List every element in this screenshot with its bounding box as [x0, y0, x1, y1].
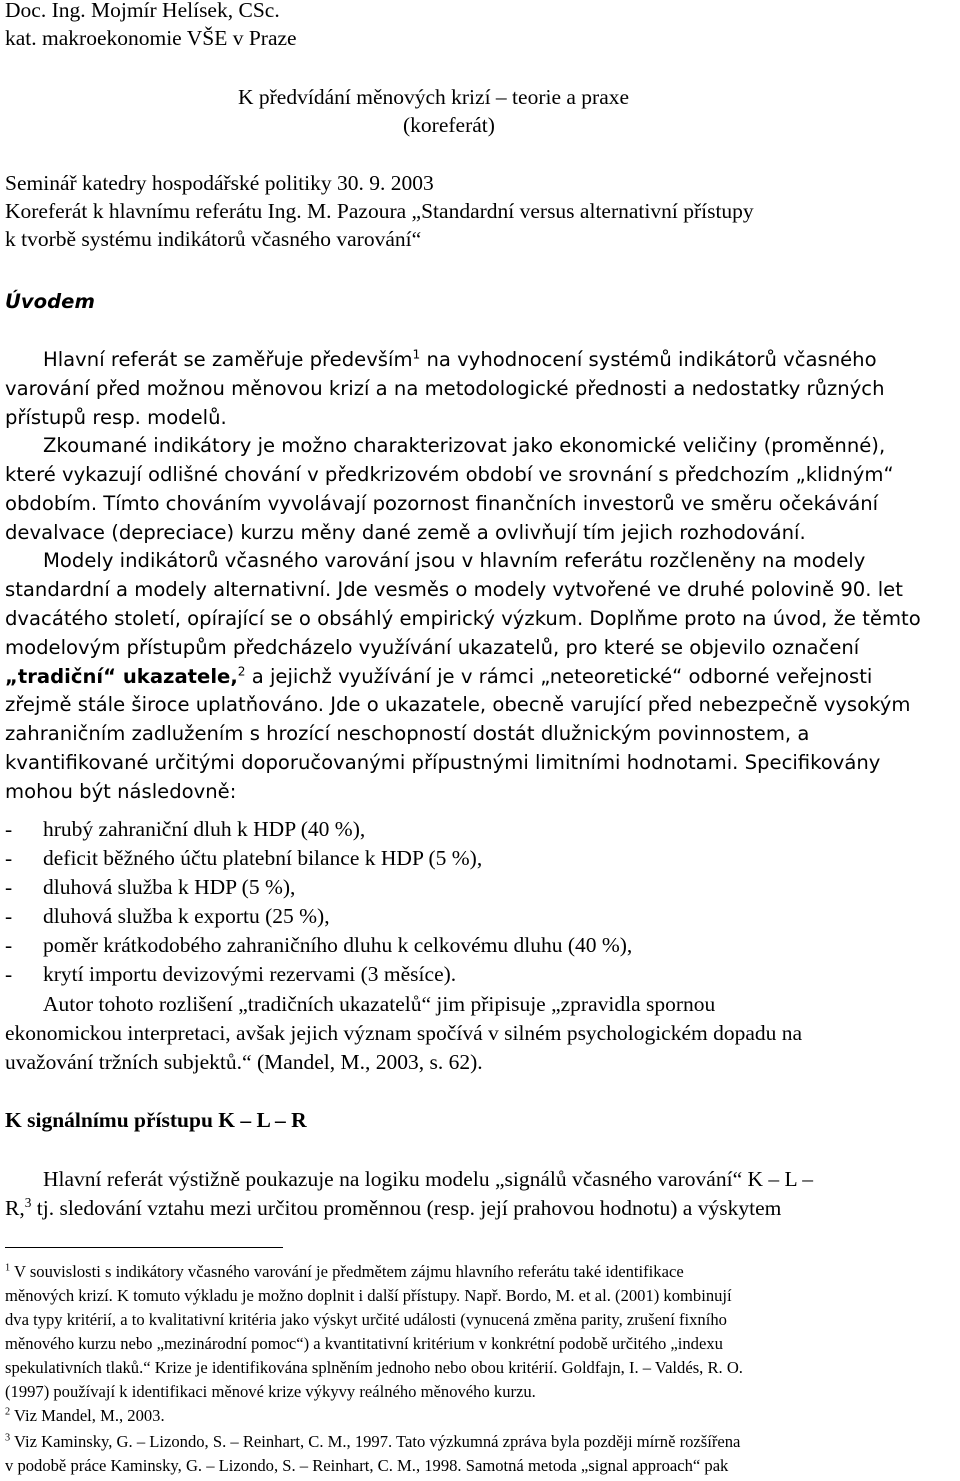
intro-line-1: Hlavní referát se zaměřuje především$^1$ na vyhodnocení systémů indikátorů včasného: [43, 347, 877, 371]
body-line-2: které vykazují odlišné chování v předkrizovém období ve srovnání s předchozím „klidným“: [5, 463, 894, 486]
klr-line-2: R,$^3$ tj. sledování vztahu mezi určitou proměnnou (resp. její prahovou hodnotu) a výskytem: [5, 1194, 782, 1220]
coreferate-line-2: k tvorbě systému indikátorů včasného varování“: [5, 227, 422, 251]
list-item: -: [5, 962, 13, 986]
author: Doc. Ing. Mojmír Helísek, CSc.: [5, 0, 280, 22]
body-line-11: zahraničním zadlužením s hrozící neschopností dostát dlužnickým povinnostem, a: [5, 722, 810, 745]
body-line-6: standardní a modely alternativní. Jde vesměs o modely vytvořené ve druhé polovině 90. let: [5, 578, 903, 601]
list-item: -: [5, 933, 13, 957]
body-line-12: kvantifikované určitými doporučovanými přípustnými limitními hodnotami. Specifikovány: [5, 751, 881, 774]
affiliation: kat. makroekonomie VŠE v Praze: [5, 26, 297, 50]
section-heading-intro: Úvodem: [5, 290, 95, 313]
after-line-2: ekonomickou interpretaci, avšak jejich význam spočívá v silném psychologickém dopadu na: [5, 1021, 803, 1045]
seminar-line: Seminář katedry hospodářské politiky 30. 9. 2003: [5, 171, 434, 195]
body-line-7: dvacátého století, opírající se o obsáhlý empirický výzkum. Doplňme proto na úvod, že těmto: [5, 607, 921, 630]
body-line-3: obdobím. Tímto chováním vyvolávají pozornost finančních investorů ve směru očekávání: [5, 492, 879, 515]
footnote-2: $^2$ Viz Mandel, M., 2003.: [5, 1406, 165, 1425]
coreferate-line-1: Koreferát k hlavnímu referátu Ing. M. Pazoura „Standardní versus alternativní přístupy: [5, 199, 754, 223]
footnote-1-line-5: spekulativních tlaků.“ Krize je identifikována splněním jednoho nebo obou kritérií. Goldfajn, I. – Valdés, R. O.: [5, 1358, 743, 1377]
body-line-4: devalvace (depreciace) kurzu měny dané země a ovlivňují tím jejich rozhodování.: [5, 521, 806, 544]
footnote-separator: [5, 1247, 283, 1248]
section-heading-klr: K signálnímu přístupu K – L – R: [5, 1108, 307, 1132]
list-item-text: hrubý zahraniční dluh k HDP (40 %),: [43, 817, 366, 841]
list-item: -: [5, 846, 13, 870]
body-line-9: „tradiční“ ukazatele,$^2$ a jejichž využívání je v rámci „neteoretické“ odborné veřejnosti: [5, 664, 873, 688]
body-line-1: Zkoumané indikátory je možno charakterizovat jako ekonomické veličiny (proměnné),: [43, 434, 886, 457]
body-line-10: zřejmě stále široce uplatňováno. Jde o ukazatele, obecně varující před nebezpečně vysokým: [5, 693, 911, 716]
footnote-1-line-6: (1997) používají k identifikaci měnové krize výkyvy reálného měnového kurzu.: [5, 1382, 536, 1401]
list-item-text: dluhová služba k HDP (5 %),: [43, 875, 296, 899]
footnote-1-line-3: dva typy kritérií, a to kvalitativní kritéria jako výskyt určité události (vynucená změna parity, zrušení fixního: [5, 1310, 727, 1329]
body-line-5: Modely indikátorů včasného varování jsou v hlavním referátu rozčleněny na modely: [43, 549, 866, 572]
footnote-ref-3: 3: [24, 1194, 32, 1210]
footnote-1-line-1: $^1$ V souvislosti s indikátory včasného varování je předmětem zájmu hlavního referátu také identifikace: [5, 1262, 684, 1281]
after-line-1: Autor tohoto rozlišení „tradičních ukazatelů“ jim připisuje „zpravidla spornou: [43, 992, 716, 1016]
klr-line-1: Hlavní referát výstižně poukazuje na logiku modelu „signálů včasného varování“ K – L –: [43, 1167, 813, 1191]
list-item-text: poměr krátkodobého zahraničního dluhu k celkovému dluhu (40 %),: [43, 933, 633, 957]
traditional-indicators-term: „tradiční“ ukazatele,: [5, 665, 238, 688]
footnote-1-line-2: měnových krizí. K tomuto výkladu je možno doplnit i další přístupy. Např. Bordo, M. et al. (2001) kombinují: [5, 1286, 732, 1305]
list-item: -: [5, 817, 13, 841]
paper-subtitle: (koreferát): [403, 113, 495, 137]
list-item-text: deficit běžného účtu platební bilance k HDP (5 %),: [43, 846, 483, 870]
footnote-ref-1: 1: [412, 347, 421, 362]
body-line-8: modelovým přístupům předcházelo využívání ukazatelů, pro které se objevilo označení: [5, 636, 860, 659]
body-line-13: mohou být následovně:: [5, 780, 237, 803]
after-line-3: uvažování tržních subjektů.“ (Mandel, M., 2003, s. 62).: [5, 1050, 483, 1074]
intro-line-2: varování před možnou měnovou krizí a na metodologické přednosti a nedostatky různých: [5, 377, 885, 400]
list-item-text: dluhová služba k exportu (25 %),: [43, 904, 330, 928]
intro-line-3: přístupů resp. modelů.: [5, 406, 227, 429]
list-item: -: [5, 904, 13, 928]
footnote-ref-2: 2: [237, 664, 246, 679]
footnote-1-line-4: měnového kurzu nebo „mezinárodní pomoc“) a kvantitativní kritérium v konkrétní podobě určitého „indexu: [5, 1334, 723, 1353]
footnote-3-line-1: $^3$ Viz Kaminsky, G. – Lizondo, S. – Reinhart, C. M., 1997. Tato výzkumná zpráva byla později mírně rozšířena: [5, 1432, 741, 1451]
list-item-text: krytí importu devizovými rezervami (3 měsíce).: [43, 962, 457, 986]
list-item: -: [5, 875, 13, 899]
paper-title: K předvídání měnových krizí – teorie a praxe: [238, 85, 630, 109]
footnote-3-line-2: v podobě práce Kaminsky, G. – Lizondo, S. – Reinhart, C. M., 1998. Samotná metoda „signal approach“ pak: [5, 1456, 729, 1475]
